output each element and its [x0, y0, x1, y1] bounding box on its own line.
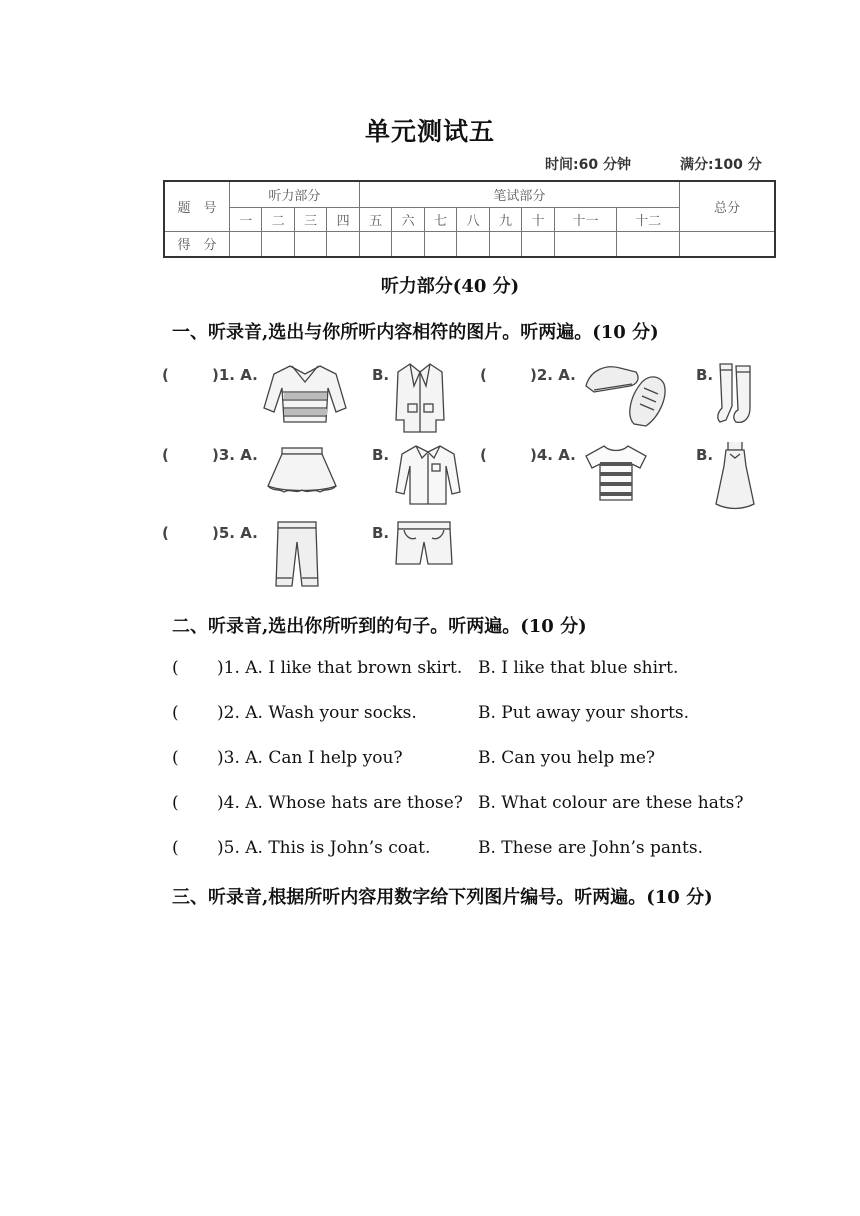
answer-paren[interactable]: (	[172, 793, 179, 813]
answer-paren[interactable]: (	[172, 703, 179, 723]
option-a: )3. A. Can I help you?	[217, 748, 403, 768]
score-cell[interactable]	[457, 231, 489, 257]
col-number: 三	[294, 207, 326, 231]
score-cell[interactable]	[522, 231, 554, 257]
option-b-label: B.	[696, 366, 714, 384]
section1-heading: 一、听录音,选出与你所听内容相符的图片。听两遍。(10 分)	[172, 322, 659, 343]
score-cell[interactable]	[262, 231, 294, 257]
answer-paren[interactable]: (	[162, 524, 169, 542]
col-number: 十一	[554, 207, 617, 231]
option-b: B. Can you help me?	[478, 748, 656, 768]
page-title: 单元测试五	[364, 117, 495, 146]
answer-paren[interactable]: (	[480, 446, 487, 464]
total-label: 总分	[680, 181, 776, 231]
col-number: 十	[522, 207, 554, 231]
col-number: 一	[230, 207, 262, 231]
section2-heading: 二、听录音,选出你所听到的句子。听两遍。(10 分)	[172, 616, 587, 637]
col-number: 七	[424, 207, 456, 231]
option-b: B. Put away your shorts.	[478, 703, 690, 723]
option-a: )5. A. This is John’s coat.	[217, 838, 431, 858]
coat-icon	[394, 360, 446, 434]
option-b: B. These are John’s pants.	[478, 838, 703, 858]
row-label-score: 得 分	[164, 231, 230, 257]
score-cell[interactable]	[617, 231, 680, 257]
socks-icon	[716, 362, 756, 428]
answer-paren[interactable]: (	[162, 446, 169, 464]
sneakers-icon	[584, 360, 672, 428]
question-number: )1. A.	[212, 366, 258, 384]
total-cell[interactable]	[680, 231, 776, 257]
full-score: 满分:100 分	[680, 157, 762, 173]
score-cell[interactable]	[327, 231, 359, 257]
option-b: B. What colour are these hats?	[478, 793, 744, 813]
row-label-number: 题 号	[164, 181, 230, 231]
section3-heading: 三、听录音,根据所听内容用数字给下列图片编号。听两遍。(10 分)	[172, 887, 713, 908]
score-cell[interactable]	[424, 231, 456, 257]
pants-icon	[274, 520, 320, 588]
skirt-icon	[264, 446, 340, 494]
shorts-icon	[394, 520, 454, 566]
col-number: 五	[359, 207, 391, 231]
question-number: )2. A.	[530, 366, 576, 384]
col-number: 十二	[617, 207, 680, 231]
col-number: 四	[327, 207, 359, 231]
option-b-label: B.	[372, 366, 390, 384]
question-number: )5. A.	[212, 524, 258, 542]
answer-paren[interactable]: (	[172, 658, 179, 678]
answer-paren[interactable]: (	[480, 366, 487, 384]
group-written: 笔试部分	[359, 181, 679, 207]
option-b: B. I like that blue shirt.	[478, 658, 679, 678]
dress-icon	[714, 440, 756, 512]
col-number: 八	[457, 207, 489, 231]
question-number: )3. A.	[212, 446, 258, 464]
score-cell[interactable]	[294, 231, 326, 257]
score-cell[interactable]	[489, 231, 521, 257]
shirt-icon	[394, 442, 462, 506]
answer-paren[interactable]: (	[172, 838, 179, 858]
score-cell[interactable]	[359, 231, 391, 257]
score-cell[interactable]	[392, 231, 424, 257]
option-a: )1. A. I like that brown skirt.	[217, 658, 463, 678]
col-number: 九	[489, 207, 521, 231]
time-limit: 时间:60 分钟	[545, 157, 631, 173]
score-cell[interactable]	[230, 231, 262, 257]
group-listening: 听力部分	[230, 181, 360, 207]
score-table	[163, 180, 776, 258]
option-b-label: B.	[696, 446, 714, 464]
col-number: 六	[392, 207, 424, 231]
sweater-icon	[262, 360, 348, 428]
col-number: 二	[262, 207, 294, 231]
option-b-label: B.	[372, 446, 390, 464]
tshirt-icon	[584, 442, 648, 502]
answer-paren[interactable]: (	[172, 748, 179, 768]
question-number: )4. A.	[530, 446, 576, 464]
listening-header: 听力部分(40 分)	[380, 276, 520, 297]
option-b-label: B.	[372, 524, 390, 542]
option-a: )2. A. Wash your socks.	[217, 703, 417, 723]
score-cell[interactable]	[554, 231, 617, 257]
option-a: )4. A. Whose hats are those?	[217, 793, 463, 813]
answer-paren[interactable]: (	[162, 366, 169, 384]
